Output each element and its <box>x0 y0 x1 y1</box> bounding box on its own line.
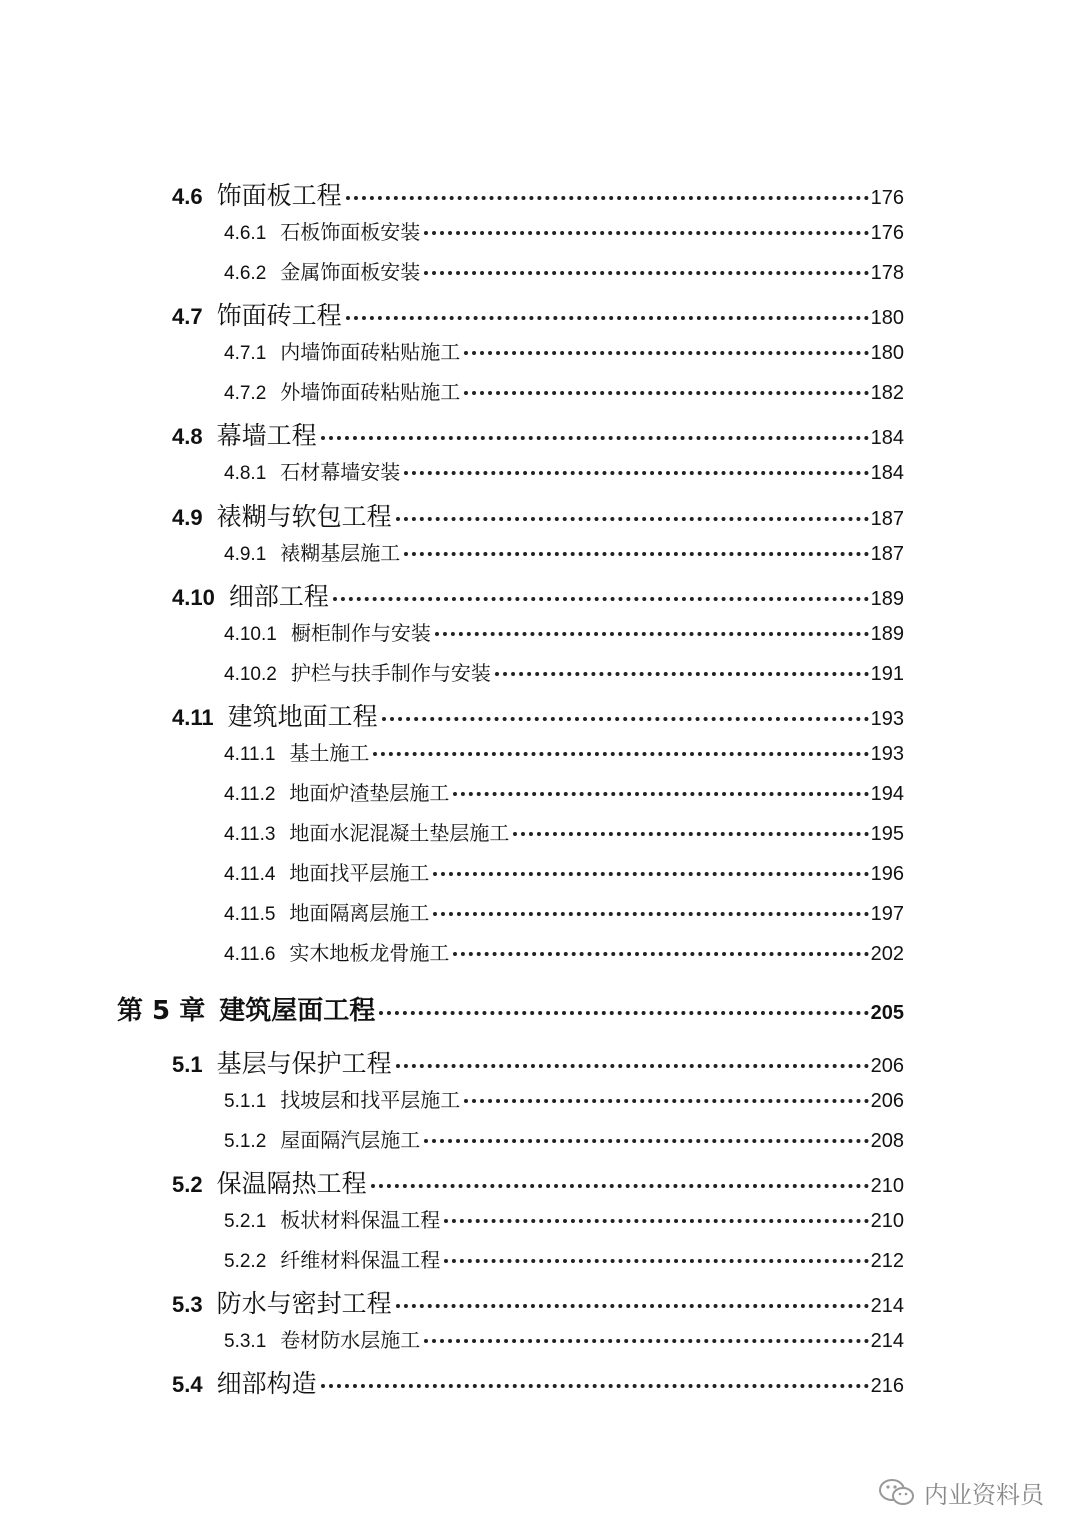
toc-leader-dots <box>396 1304 869 1308</box>
toc-entry-number: 5.1.1 <box>224 1091 267 1112</box>
toc-subsection-entry <box>224 1324 904 1353</box>
toc-entry-number: 5.2.1 <box>224 1211 267 1232</box>
toc-entry-page: 210 <box>870 1210 904 1232</box>
toc-entry-title: 卷材防水层施工 <box>280 1328 421 1352</box>
toc-entry-number: 5.2.2 <box>224 1251 267 1272</box>
toc-entry-page: 214 <box>870 1295 904 1317</box>
toc-entry-title: 建筑屋面工程 <box>219 996 376 1026</box>
toc-entry-page: 189 <box>870 623 904 645</box>
toc-entry-page: 187 <box>870 508 904 530</box>
toc-leader-dots <box>424 1339 868 1343</box>
toc-subsection-entry <box>224 1124 904 1153</box>
toc-entry-page: 212 <box>870 1250 904 1272</box>
toc-entry-number: 4.10.2 <box>224 664 277 685</box>
toc-entry-page: 208 <box>870 1130 904 1152</box>
toc-entry-title: 石材幕墙安装 <box>280 460 401 484</box>
toc-entry-title: 地面找平层施工 <box>289 861 430 885</box>
toc-leader-dots <box>495 672 869 676</box>
toc-section-entry <box>172 416 904 452</box>
toc-entry-number: 4.9 <box>172 505 203 530</box>
toc-entry-page: 214 <box>870 1330 904 1352</box>
toc-entry-number: 第 5 章 <box>117 996 206 1026</box>
toc-entry-number: 4.11.4 <box>224 864 276 885</box>
toc-entry-page: 178 <box>870 262 904 284</box>
toc-leader-dots <box>453 952 868 956</box>
toc-subsection-entry <box>224 256 904 285</box>
toc-entry-title: 细部工程 <box>228 582 329 611</box>
toc-chapter-entry <box>117 990 904 1027</box>
toc-entry-title: 金属饰面板安装 <box>280 260 421 284</box>
toc-entry-title: 石板饰面板安装 <box>280 220 421 244</box>
toc-subsection-entry <box>224 817 904 846</box>
toc-entry-title: 裱糊与软包工程 <box>216 502 392 531</box>
toc-section-entry <box>172 1284 904 1320</box>
toc-leader-dots <box>453 792 868 796</box>
toc-entry-title: 板状材料保温工程 <box>280 1208 441 1232</box>
toc-leader-dots <box>433 872 868 876</box>
toc-subsection-entry <box>224 937 904 966</box>
toc-entry-title: 找坡层和找平层施工 <box>280 1088 461 1112</box>
toc-leader-dots <box>435 632 869 636</box>
toc-entry-page: 193 <box>870 708 904 730</box>
toc-leader-dots <box>321 1384 869 1388</box>
toc-entry-page: 176 <box>870 187 904 209</box>
toc-subsection-entry <box>224 1084 904 1113</box>
toc-entry-title: 基土施工 <box>289 741 370 765</box>
toc-section-entry <box>172 577 904 613</box>
toc-entry-page: 176 <box>870 222 904 244</box>
toc-leader-dots <box>346 316 869 320</box>
toc-entry-page: 202 <box>870 943 904 965</box>
toc-entry-title: 防水与密封工程 <box>216 1289 392 1318</box>
toc-entry-number: 4.6.1 <box>224 223 267 244</box>
toc-leader-dots <box>333 597 869 601</box>
toc-entry-page: 206 <box>870 1055 904 1077</box>
toc-entry-title: 建筑地面工程 <box>227 702 378 731</box>
toc-entry-title: 幕墙工程 <box>216 421 317 450</box>
toc-subsection-entry <box>224 216 904 245</box>
toc-entry-title: 裱糊基层施工 <box>280 541 401 565</box>
toc-entry-page: 184 <box>870 427 904 449</box>
toc-entry-number: 5.1 <box>172 1052 203 1077</box>
toc-subsection-entry <box>224 857 904 886</box>
wechat-icon <box>878 1478 916 1508</box>
toc-leader-dots <box>371 1184 869 1188</box>
toc-leader-dots <box>424 271 868 275</box>
toc-entry-number: 4.6 <box>172 184 203 209</box>
toc-section-entry <box>172 697 904 733</box>
toc-entry-page: 194 <box>870 783 904 805</box>
toc-entry-title: 饰面砖工程 <box>216 301 342 330</box>
toc-entry-number: 5.1.2 <box>224 1131 267 1152</box>
toc-entry-title: 内墙饰面砖粘贴施工 <box>280 340 461 364</box>
toc-entry-number: 4.7.2 <box>224 383 267 404</box>
watermark-text: 内业资料员 <box>924 1481 1044 1509</box>
toc-entry-page: 184 <box>870 462 904 484</box>
toc-subsection-entry <box>224 737 904 766</box>
toc-section-entry <box>172 497 904 533</box>
toc-subsection-entry <box>224 897 904 926</box>
toc-leader-dots <box>433 912 868 916</box>
toc-subsection-entry <box>224 1244 904 1273</box>
toc-entry-number: 4.10.1 <box>224 624 277 645</box>
toc-entry-number: 4.8.1 <box>224 463 267 484</box>
toc-leader-dots <box>444 1219 868 1223</box>
toc-entry-title: 护栏与扶手制作与安装 <box>290 661 491 685</box>
toc-entry-number: 5.4 <box>172 1372 203 1397</box>
toc-leader-dots <box>464 391 868 395</box>
toc-leader-dots <box>404 552 868 556</box>
toc-entry-number: 4.7 <box>172 304 203 329</box>
toc-entry-title: 地面水泥混凝土垫层施工 <box>289 821 510 845</box>
toc-entry-title: 实木地板龙骨施工 <box>289 941 450 965</box>
toc-leader-dots <box>373 752 868 756</box>
toc-entry-number: 5.2 <box>172 1172 203 1197</box>
toc-leader-dots <box>513 832 868 836</box>
toc-entry-page: 205 <box>870 1002 904 1024</box>
toc-section-entry <box>172 176 904 212</box>
toc-subsection-entry <box>224 456 904 485</box>
toc-entry-page: 182 <box>870 382 904 404</box>
toc-section-entry <box>172 1044 904 1080</box>
toc-entry-number: 5.3 <box>172 1292 203 1317</box>
toc-leader-dots <box>404 471 868 475</box>
toc-entry-page: 196 <box>870 863 904 885</box>
toc-entry-page: 206 <box>870 1090 904 1112</box>
toc-entry-title: 饰面板工程 <box>216 181 342 210</box>
toc-entry-page: 191 <box>870 663 904 685</box>
toc-entry-number: 4.7.1 <box>224 343 267 364</box>
toc-entry-number: 4.10 <box>172 585 215 610</box>
toc-entry-title: 地面隔离层施工 <box>289 901 430 925</box>
toc-entry-number: 4.8 <box>172 424 203 449</box>
watermark <box>878 1475 1044 1510</box>
toc-leader-dots <box>379 1011 868 1015</box>
toc-subsection-entry <box>224 336 904 365</box>
toc-entry-title: 橱柜制作与安装 <box>290 621 431 645</box>
toc-leader-dots <box>346 196 869 200</box>
toc-entry-page: 189 <box>870 588 904 610</box>
toc-subsection-entry <box>224 657 904 686</box>
toc-entry-title: 保温隔热工程 <box>216 1169 367 1198</box>
toc-subsection-entry <box>224 617 904 646</box>
toc-leader-dots <box>464 351 868 355</box>
toc-entry-number: 5.3.1 <box>224 1331 267 1352</box>
toc-entry-title: 基层与保护工程 <box>216 1049 392 1078</box>
toc-entry-page: 195 <box>870 823 904 845</box>
toc-section-entry <box>172 1364 904 1400</box>
toc-leader-dots <box>424 231 868 235</box>
toc-entry-number: 4.9.1 <box>224 544 267 565</box>
toc-entry-title: 外墙饰面砖粘贴施工 <box>280 380 461 404</box>
toc-entry-page: 197 <box>870 903 904 925</box>
toc-subsection-entry <box>224 1204 904 1233</box>
toc-entry-page: 216 <box>870 1375 904 1397</box>
toc-entry-page: 187 <box>870 543 904 565</box>
toc-entry-page: 180 <box>870 307 904 329</box>
toc-section-entry <box>172 296 904 332</box>
toc-leader-dots <box>424 1139 868 1143</box>
toc-leader-dots <box>321 436 869 440</box>
toc-entry-title: 地面炉渣垫层施工 <box>289 781 450 805</box>
toc-entry-page: 210 <box>870 1175 904 1197</box>
toc-leader-dots <box>382 717 869 721</box>
toc-entry-title: 纤维材料保温工程 <box>280 1248 441 1272</box>
toc-entry-number: 4.11.5 <box>224 904 276 925</box>
toc-entry-title: 屋面隔汽层施工 <box>280 1128 421 1152</box>
toc-subsection-entry <box>224 777 904 806</box>
toc-entry-title: 细部构造 <box>216 1369 317 1398</box>
toc-section-entry <box>172 1164 904 1200</box>
toc-subsection-entry <box>224 376 904 405</box>
toc-entry-number: 4.11 <box>172 705 214 730</box>
toc-entry-number: 4.11.2 <box>224 784 276 805</box>
toc-entry-page: 193 <box>870 743 904 765</box>
toc-entry-number: 4.11.6 <box>224 944 276 965</box>
toc-leader-dots <box>444 1259 868 1263</box>
toc-entry-number: 4.11.3 <box>224 824 276 845</box>
toc-subsection-entry <box>224 537 904 566</box>
toc-entry-page: 180 <box>870 342 904 364</box>
toc-leader-dots <box>464 1099 868 1103</box>
toc-leader-dots <box>396 517 869 521</box>
toc-entry-number: 4.11.1 <box>224 744 276 765</box>
toc-leader-dots <box>396 1064 869 1068</box>
toc-entry-number: 4.6.2 <box>224 263 267 284</box>
